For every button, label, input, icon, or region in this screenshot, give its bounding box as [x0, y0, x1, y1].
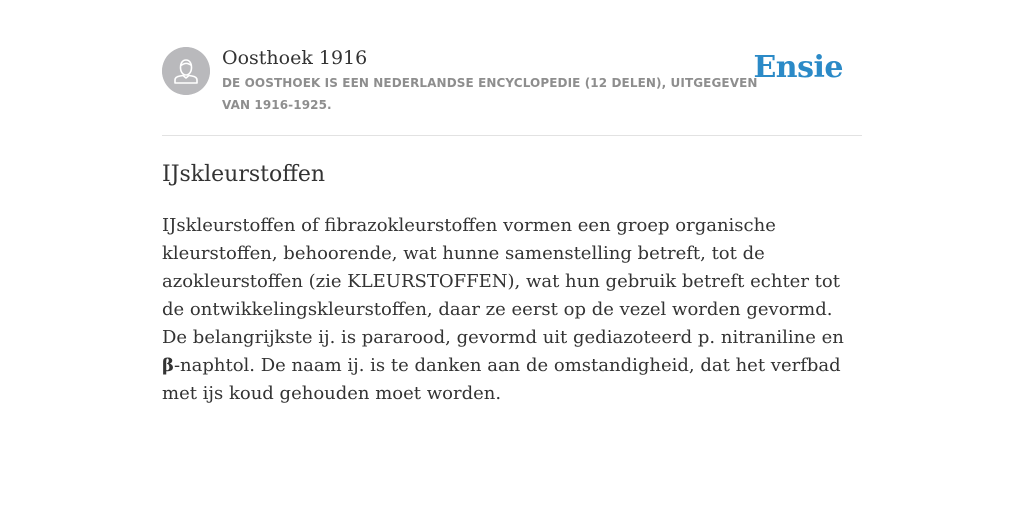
- article-title: IJskleurstoffen: [162, 162, 326, 187]
- avatar[interactable]: [162, 47, 210, 95]
- article-body-text: IJskleurstoffen of fibrazokleurstoffen vormen een groep organische kleurstoffen, behoorende, wat hunne samenstelling betreft, tot de azokleurstoffen (zie KLEURSTOFFEN), wat hun gebruik betreft echter tot de ontwikkelingskleurstoffen, daar ze eerst op de vezel worden gevormd. De belangrijkste ij. is pararood, gevormd uit gediazoteerd p. nitraniline en: [162, 215, 844, 348]
- article-body-text-end: -naphtol. De naam ij. is te danken aan de omstandigheid, dat het verfbad met ijs koud gehouden moet worden.: [162, 355, 841, 404]
- page: [162, 0, 862, 408]
- source-info: [222, 47, 762, 116]
- article-body: [162, 212, 862, 408]
- user-icon: [162, 47, 210, 95]
- source-description: DE OOSTHOEK IS EEN NEDERLANDSE ENCYCLOPEDIE (12 DELEN), UITGEGEVEN VAN 1916-1925.: [222, 76, 758, 112]
- beta-symbol: β: [162, 355, 174, 376]
- source-header: [162, 47, 862, 136]
- ensie-logo[interactable]: Ensie: [753, 50, 843, 85]
- source-title[interactable]: Oosthoek 1916: [222, 47, 368, 69]
